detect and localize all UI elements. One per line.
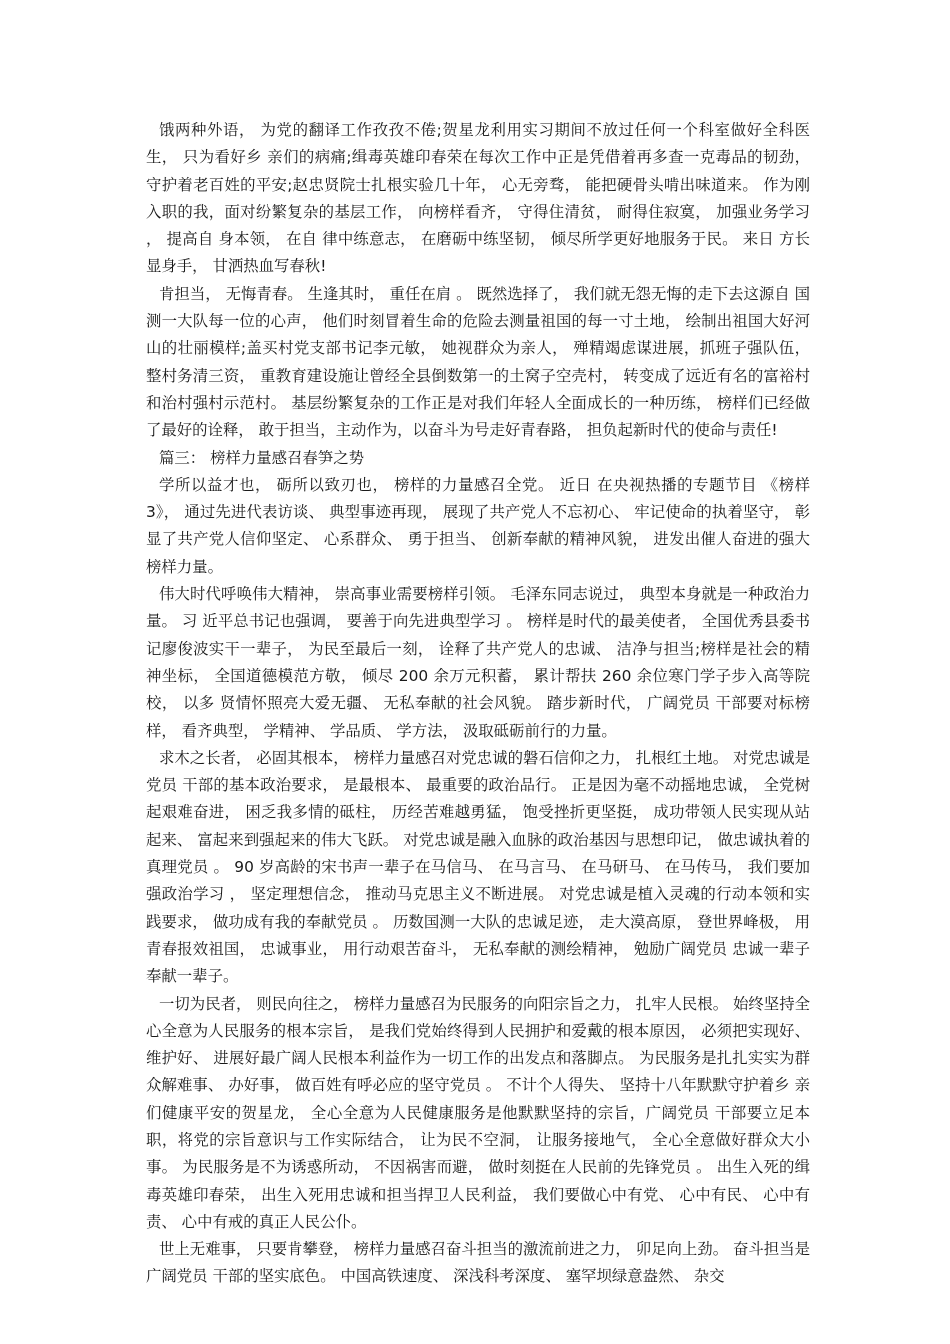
paragraph-1: 饿两种外语， 为党的翻译工作孜孜不倦;贺星龙利用实习期间不放过任何一个科室做好全科医生， 只为看好乡 亲们的病痛;缉毒英雄印春荣在每次工作中正是凭借着再多查一克毒品的韧劲， 守护着老百姓的平安;赵忠贤院士扎根实验几十年， 心无旁骛， 能把硬骨头啃出味道来。 作为刚入职的我，面对纷繁复杂的基层工作， 向榜样看齐， 守得住清贫， 耐得住寂寞， 加强业务学习 ， 提高自 身本领， 在自 律中练意志， 在磨砺中练坚韧， 倾尽所学更好地服务于民。 来日 方长显身手， 甘洒热血写春秋! <box>146 121 810 276</box>
paragraph-3: 学所以益才也， 砺所以致刃也， 榜样的力量感召全党。 近日 在央视热播的专题节目 《榜样 3》， 通过先进代表访谈、 典型事迹再现， 展现了共产党人不忘初心、 牢记使命的执着坚守， 彰显了共产党人信仰坚定、 心系群众、 勇于担当、 创新奉献的精神风貌， 进发出催人奋进的强大榜样力量。 <box>146 475 810 576</box>
paragraph-2: 肯担当， 无悔青春。 生逢其时， 重任在肩 。 既然选择了， 我们就无怨无悔的走下去这源自 国测一大队每一位的心声， 他们时刻冒着生命的危险去测量祖国的每一寸土地， 绘制出祖国大好河山的壮丽模样;盖买村党支部书记李元敏， 她视群众为亲人， 殚精竭虑谋进展，抓班子强队伍， 整村务清三资， 重教育建设施让曾经全县倒数第一的土窝子空壳村， 转变成了远近有名的富裕村和治村强村示范村。 基层纷繁复杂的工作正是对我们年轻人全面成长的一种历练， 榜样们已经做了最好的诠释， 敢于担当，主动作为，以奋斗为号走好青春路， 担负起新时代的使命与责任! <box>146 284 810 440</box>
paragraph-7: 世上无难事， 只要肯攀登， 榜样力量感召奋斗担当的激流前进之力， 卯足向上劲。 奋斗担当是广阔党员 干部的坚实底色。 中国高铁速度、 深浅科考深度、 塞罕坝绿意盎然、 杂交 <box>146 1240 810 1286</box>
paragraph-6: 一切为民者， 则民向往之， 榜样力量感召为民服务的向阳宗旨之力， 扎牢人民根。 始终坚持全心全意为人民服务的根本宗旨， 是我们党始终得到人民拥护和爱戴的根本原因， 必须把实现好、 维护好、 进展好最广阔人民根本利益作为一切工作的出发点和落脚点。 为民服务是扎扎实实为群众解难事、 办好事， 做百姓有呼必应的坚守党员 。 不计个人得失、 坚持十八年默默守护着乡 亲们健康平安的贺星龙， 全心全意为人民健康服务是他默默坚持的宗旨，广阔党员 干部要立足本职，将党的宗旨意识与工作实际结合， 让为民不空洞， 让服务接地气， 全心全意做好群众大小事。 为民服务是不为诱惑所动， 不因祸害而避， 做时刻挺在人民前的先锋党员 。 出生入死的缉毒英雄印春荣， 出生入死用忠诚和担当捍卫人民利益， 我们要做心中有党、 心中有民、 心中有责、 心中有戒的真正人民公仆。 <box>146 994 810 1231</box>
paragraph-4: 伟大时代呼唤伟大精神， 崇高事业需要榜样引领。 毛泽东同志说过， 典型本身就是一种政治力量。 习 近平总书记也强调， 要善于向先进典型学习 。 榜样是时代的最美使者， 全国优秀县委书记廖俊波实干一辈子， 为民至最后一刻， 诠释了共产党人的忠诚、 洁净与担当;榜样是社会的精神坐标， 全国道德模范方敬， 倾尽 200 余万元积蓄， 累计帮扶 260 余位寒门学子步入高等院校， 以多 贤情怀照亮大爱无疆、 无私奉献的社会风貌。 踏步新时代， 广阔党员 干部要对标榜样， 看齐典型， 学精神、 学品质、 学方法， 汲取砥砺前行的力量。 <box>146 585 810 740</box>
document-body <box>146 117 810 1291</box>
paragraph-5: 求木之长者， 必固其根本， 榜样力量感召对党忠诚的磐石信仰之力， 扎根红土地。 对党忠诚是党员 干部的基本政治要求， 是最根本、 最重要的政治品行。 正是因为毫不动摇地忠诚， 全党树起艰难奋进， 困乏我多情的砥柱， 历经苦难越勇猛， 饱受挫折更坚挺， 成功带领人民实现从站起来、 富起来到强起来的伟大飞跃。 对党忠诚是融入血脉的政治基因与思想印记， 做忠诚执着的真理党员 。 90 岁高龄的宋书声一辈子在马信马、 在马言马、 在马研马、 在马传马， 我们要加强政治学习 ， 坚定理想信念， 推动马克思主义不断进展。 对党忠诚是植入灵魂的行动本领和实践要求， 做功成有我的奉献党员 。 历数国测一大队的忠诚足迹， 走大漠高原， 登世界峰极， 用青春报效祖国， 忠诚事业， 用行动艰苦奋斗， 无私奉献的测绘精神， 勉励广阔党员 忠诚一辈子奉献一辈子。 <box>146 748 810 986</box>
section-heading: 篇三： 榜样力量感召春笋之势 <box>159 448 364 467</box>
